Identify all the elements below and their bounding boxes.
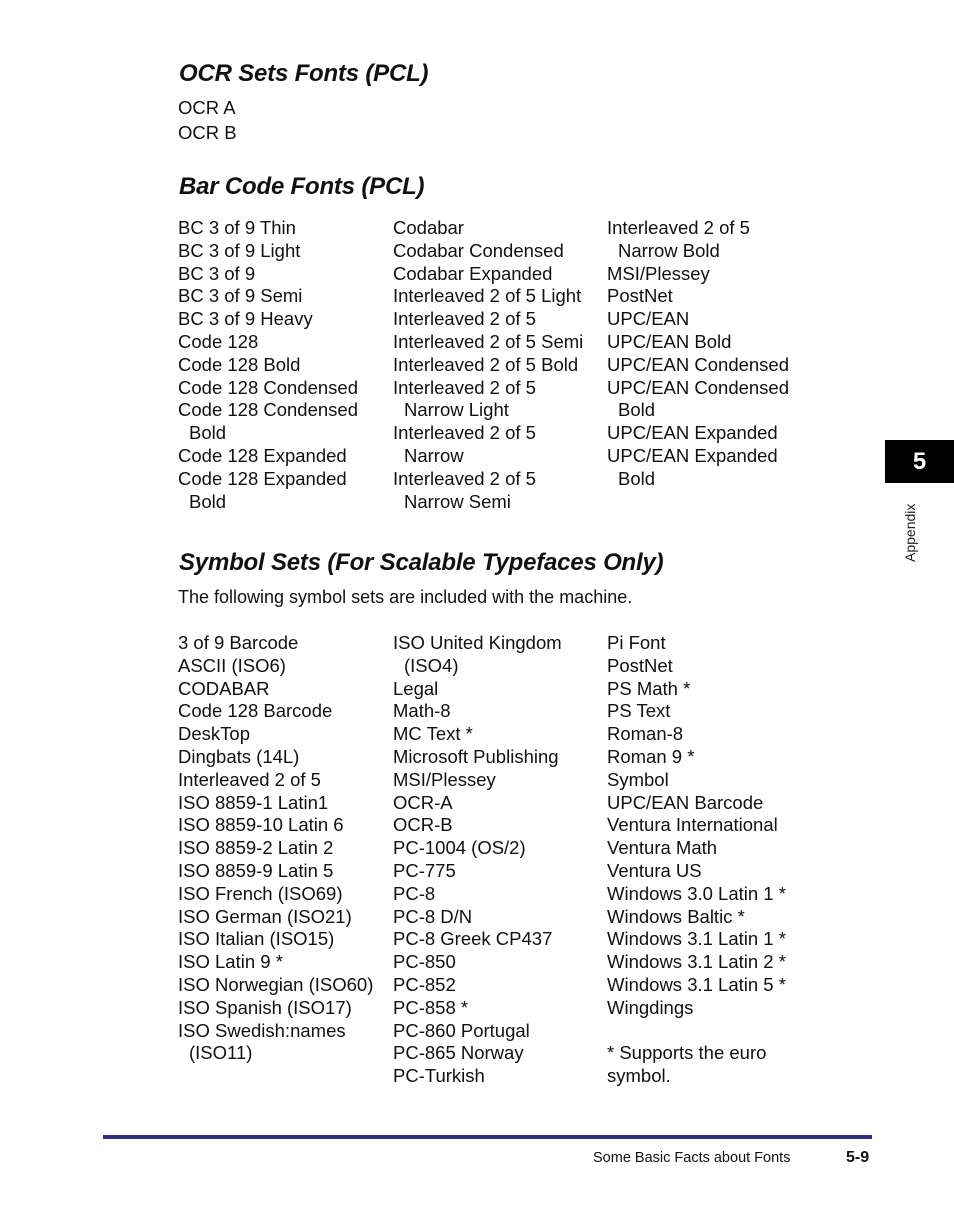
list-item: Code 128 Condensed bbox=[178, 399, 359, 421]
list-item: OCR A bbox=[178, 97, 236, 118]
list-item: Codabar bbox=[393, 217, 464, 238]
list-item: Narrow Light bbox=[404, 399, 509, 421]
list-item: Windows 3.1 Latin 5 * bbox=[607, 973, 786, 995]
list-item: Ventura Math bbox=[607, 837, 718, 859]
list-item: PC-8 D/N bbox=[393, 905, 473, 927]
list-item: Code 128 Expanded bbox=[178, 467, 347, 489]
list-item: Interleaved 2 of 5 bbox=[393, 376, 536, 398]
list-item: (ISO11) bbox=[189, 1042, 253, 1064]
list-item: Interleaved 2 of 5 bbox=[393, 467, 536, 489]
list-item: ISO United Kingdom bbox=[393, 632, 562, 653]
list-item: ISO German (ISO21) bbox=[178, 905, 352, 927]
list-item: UPC/EAN Expanded bbox=[607, 422, 778, 444]
symbol-column-3 bbox=[607, 632, 786, 1088]
list-item: Math-8 bbox=[393, 700, 451, 722]
list-item: Bold bbox=[189, 422, 227, 444]
list-item: UPC/EAN Bold bbox=[607, 330, 732, 352]
list-item: Symbol bbox=[607, 768, 669, 790]
list-spacer bbox=[607, 1020, 786, 1043]
list-item: OCR B bbox=[178, 122, 237, 143]
list-item: PS Text bbox=[607, 700, 671, 722]
list-item: Interleaved 2 of 5 bbox=[178, 768, 321, 790]
list-item: Codabar Expanded bbox=[393, 262, 553, 284]
barcode-column-2 bbox=[393, 217, 583, 513]
list-item: OCR-B bbox=[393, 814, 453, 836]
list-item: UPC/EAN Expanded bbox=[607, 444, 778, 466]
list-item: Narrow bbox=[404, 444, 464, 466]
list-item: Codabar Condensed bbox=[393, 239, 564, 261]
list-item: Code 128 Condensed bbox=[178, 376, 359, 398]
list-item: Interleaved 2 of 5 Light bbox=[393, 285, 582, 307]
list-item: Code 128 Bold bbox=[178, 353, 301, 375]
list-item: Bold bbox=[618, 399, 656, 421]
list-item: Interleaved 2 of 5 bbox=[607, 217, 750, 238]
list-item: Windows Baltic * bbox=[607, 905, 745, 927]
list-item: MSI/Plessey bbox=[607, 262, 710, 284]
list-item: ISO French (ISO69) bbox=[178, 882, 343, 904]
list-item: ASCII (ISO6) bbox=[178, 654, 286, 676]
list-item: Code 128 Barcode bbox=[178, 700, 333, 722]
list-item: ISO Latin 9 * bbox=[178, 951, 283, 973]
list-item: Code 128 Expanded bbox=[178, 444, 347, 466]
euro-note: * Supports the euro bbox=[607, 1042, 767, 1064]
symbol-column-1 bbox=[178, 632, 373, 1065]
list-item: ISO Norwegian (ISO60) bbox=[178, 973, 374, 995]
list-item: PC-858 * bbox=[393, 996, 469, 1018]
list-item: UPC/EAN Condensed bbox=[607, 376, 790, 398]
list-item: Roman-8 bbox=[607, 723, 684, 745]
ocr-heading: OCR Sets Fonts (PCL) bbox=[179, 60, 429, 87]
list-item: PC-850 bbox=[393, 951, 456, 973]
chapter-tab[interactable] bbox=[885, 440, 954, 483]
list-item: BC 3 of 9 Light bbox=[178, 239, 301, 261]
list-item: PostNet bbox=[607, 654, 673, 676]
list-item: ISO Spanish (ISO17) bbox=[178, 996, 352, 1018]
list-item: Windows 3.1 Latin 2 * bbox=[607, 951, 786, 973]
list-item: DeskTop bbox=[178, 723, 250, 745]
list-item: UPC/EAN Barcode bbox=[607, 791, 764, 813]
list-item: 3 of 9 Barcode bbox=[178, 632, 299, 653]
list-item: ISO 8859-1 Latin1 bbox=[178, 791, 329, 813]
list-item: Code 128 bbox=[178, 330, 259, 352]
list-item: PC-860 Portugal bbox=[393, 1019, 530, 1041]
footer-rule bbox=[103, 1135, 872, 1139]
list-item: Interleaved 2 of 5 bbox=[393, 308, 536, 330]
list-item: Interleaved 2 of 5 bbox=[393, 422, 536, 444]
list-item: Ventura International bbox=[607, 814, 778, 836]
list-item: BC 3 of 9 Heavy bbox=[178, 308, 313, 330]
list-item: Pi Font bbox=[607, 632, 666, 653]
list-item: PostNet bbox=[607, 285, 673, 307]
list-item: BC 3 of 9 Thin bbox=[178, 217, 296, 238]
footer-title: Some Basic Facts about Fonts bbox=[593, 1150, 791, 1166]
list-item: Bold bbox=[189, 490, 227, 512]
list-item: ISO Italian (ISO15) bbox=[178, 928, 335, 950]
chapter-number: 5 bbox=[912, 447, 927, 475]
list-item: MC Text * bbox=[393, 723, 473, 745]
symbol-heading: Symbol Sets (For Scalable Typefaces Only) bbox=[179, 549, 664, 576]
list-item: PC-775 bbox=[393, 859, 456, 881]
list-item: PC-8 bbox=[393, 882, 436, 904]
chapter-label: Appendix bbox=[902, 503, 918, 562]
list-item: Windows 3.0 Latin 1 * bbox=[607, 882, 786, 904]
list-item: UPC/EAN Condensed bbox=[607, 353, 790, 375]
page-number: 5-9 bbox=[846, 1149, 870, 1166]
list-item: BC 3 of 9 bbox=[178, 262, 256, 284]
list-item: PC-8 Greek CP437 bbox=[393, 928, 553, 950]
list-item: Narrow Semi bbox=[404, 490, 511, 512]
barcode-column-3 bbox=[607, 217, 789, 491]
list-item: Legal bbox=[393, 677, 439, 699]
list-item: PC-865 Norway bbox=[393, 1042, 524, 1064]
list-item: Roman 9 * bbox=[607, 745, 695, 767]
list-item: Interleaved 2 of 5 Semi bbox=[393, 330, 584, 352]
list-item: ISO 8859-2 Latin 2 bbox=[178, 837, 334, 859]
list-item: Microsoft Publishing bbox=[393, 745, 559, 767]
barcode-heading: Bar Code Fonts (PCL) bbox=[179, 173, 425, 200]
list-item: Narrow Bold bbox=[618, 239, 720, 261]
symbol-intro: The following symbol sets are included with the machine. bbox=[178, 587, 633, 607]
list-item: UPC/EAN bbox=[607, 308, 690, 330]
list-item: MSI/Plessey bbox=[393, 768, 496, 790]
list-item: PS Math * bbox=[607, 677, 691, 699]
ocr-list bbox=[178, 95, 237, 145]
list-item: PC-1004 (OS/2) bbox=[393, 837, 526, 859]
barcode-column-1 bbox=[178, 217, 358, 513]
list-item: Bold bbox=[618, 467, 656, 489]
list-item: Interleaved 2 of 5 Bold bbox=[393, 353, 579, 375]
list-item: ISO Swedish:names bbox=[178, 1019, 346, 1041]
list-item: Ventura US bbox=[607, 859, 702, 881]
list-item: ISO 8859-9 Latin 5 bbox=[178, 859, 334, 881]
list-item: BC 3 of 9 Semi bbox=[178, 285, 303, 307]
list-item: ISO 8859-10 Latin 6 bbox=[178, 814, 344, 836]
list-item: PC-852 bbox=[393, 973, 456, 995]
list-item: PC-Turkish bbox=[393, 1065, 485, 1087]
list-item: Dingbats (14L) bbox=[178, 745, 300, 767]
list-item: Wingdings bbox=[607, 996, 694, 1018]
list-item: (ISO4) bbox=[404, 654, 459, 676]
euro-note: symbol. bbox=[607, 1065, 671, 1087]
list-item: Windows 3.1 Latin 1 * bbox=[607, 928, 786, 950]
list-item: CODABAR bbox=[178, 677, 270, 699]
list-item: OCR-A bbox=[393, 791, 453, 813]
symbol-column-2 bbox=[393, 632, 562, 1088]
